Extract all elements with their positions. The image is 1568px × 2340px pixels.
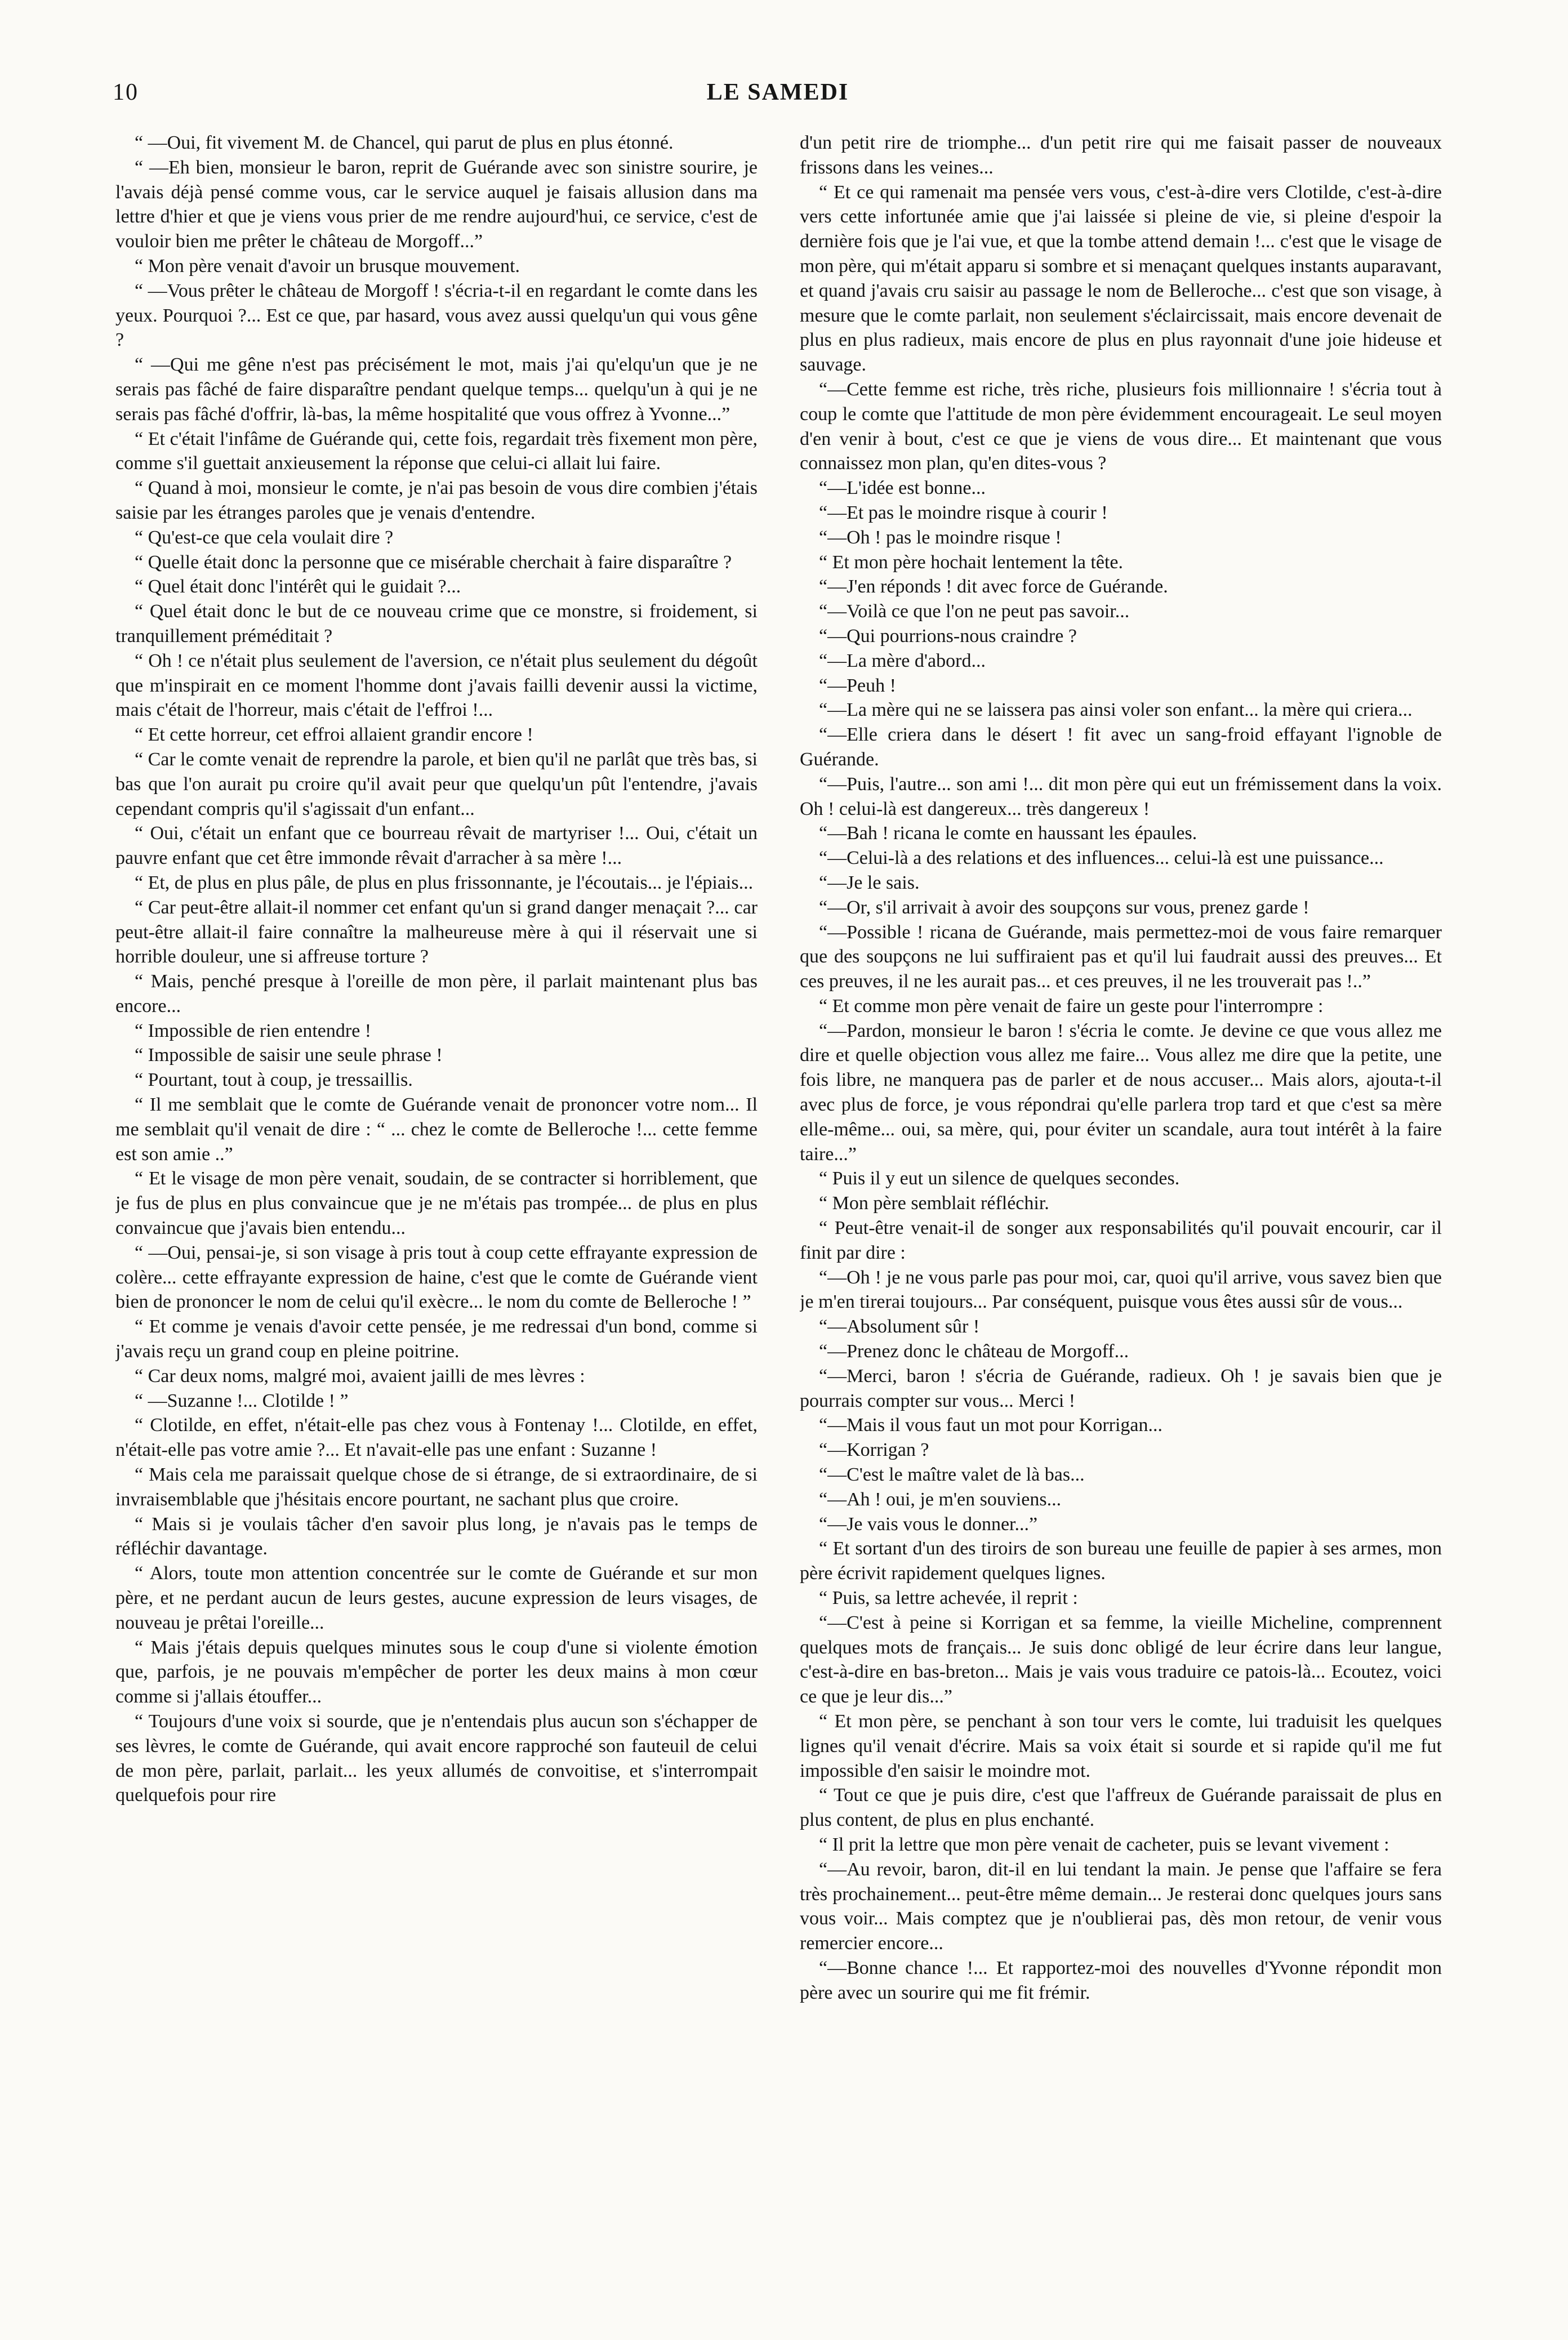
paragraph: “—Bah ! ricana le comte en haussant les épaules. xyxy=(819,823,1197,844)
paragraph: “ Mon père venait d'avoir un brusque mouvement. xyxy=(135,255,520,277)
paragraph: “—La mère d'abord... xyxy=(819,650,986,671)
paragraph: “ Et le visage de mon père venait, soudain, de se contracter si horriblement, que je fus de plus en plus convaincue que je ne m'étais pas trompée... de plus en plus convaincue que j'avais bien entendu... xyxy=(115,1168,758,1239)
paragraph: “ Oui, c'était un enfant que ce bourreau rêvait de martyriser !... Oui, c'était un pauvre enfant que cet être immonde rêvait d'arracher à sa mère !... xyxy=(115,823,758,869)
paragraph: “—C'est le maître valet de là bas... xyxy=(819,1464,1085,1486)
paragraph: “ Alors, toute mon attention concentrée sur le comte de Guérande et sur mon père, et ne perdant aucun de leurs gestes, aucune expression de leurs visages, de nouveau je prêtai l'oreille... xyxy=(115,1563,758,1633)
paragraph: “—La mère qui ne se laissera pas ainsi voler son enfant... la mère qui criera... xyxy=(819,699,1413,721)
paragraph: “ Qu'est-ce que cela voulait dire ? xyxy=(135,527,394,548)
paragraph: “—Elle criera dans le désert ! fit avec un sang-froid effayant l'ignoble de Guérande. xyxy=(800,724,1442,770)
paragraph: “ —Vous prêter le château de Morgoff ! s'écria-t-il en regardant le comte dans les yeux. Pourquoi ?... Est ce que, par hasard, vous avez aussi quelqu'un qui vous gêne ? xyxy=(115,280,758,351)
paragraph: “ Quel était donc l'intérêt qui le guidait ?... xyxy=(135,576,461,598)
paragraph: “ Impossible de rien entendre ! xyxy=(135,1020,372,1041)
paragraph: “ Et cette horreur, cet effroi allaient grandir encore ! xyxy=(135,724,533,746)
paragraph: “—Bonne chance !... Et rapportez-moi des nouvelles d'Yvonne répondit mon père avec un sourire qui me fit frémir. xyxy=(800,1957,1442,2003)
paragraph: “ Puis, sa lettre achevée, il reprit : xyxy=(819,1588,1078,1609)
paragraph: “—Pardon, monsieur le baron ! s'écria le comte. Je devine ce que vous allez me dire et quelle objection vous allez me faire... Vous allez me dire que la petite, une fois libre, ne manquera pas de parler et de nous accuser... Mais alors, ajouta-t-il avec plus de force, je vous répondrai qu'elle parlera trop tard et que c'est sa mère elle-même... oui, sa mère, qui, pour éviter un scandale, aura tout intérêt à la faire taire...” xyxy=(800,1020,1442,1165)
paragraph: “ Il prit la lettre que mon père venait de cacheter, puis se levant vivement : xyxy=(819,1834,1389,1855)
paragraph: “—Or, s'il arrivait à avoir des soupçons sur vous, prenez garde ! xyxy=(819,897,1309,918)
paragraph: “ Et c'était l'infâme de Guérande qui, cette fois, regardait très fixement mon père, comme s'il guettait anxieusement la réponse que celui-ci allait lui faire. xyxy=(115,428,758,474)
paragraph: “ Quel était donc le but de ce nouveau crime que ce monstre, si froidement, si tranquillement préméditait ? xyxy=(115,601,758,647)
text-column-left xyxy=(115,131,758,2271)
paragraph: “ Mais j'étais depuis quelques minutes sous le coup d'une si violente émotion que, parfois, je ne pouvais m'empêcher de porter les deux mains à mon cœur comme si j'allais étouffer... xyxy=(115,1637,758,1708)
paragraph: “ Et sortant d'un des tiroirs de son bureau une feuille de papier à ses armes, mon père écrivit rapidement quelques lignes. xyxy=(800,1538,1442,1584)
paragraph: “—Qui pourrions-nous craindre ? xyxy=(819,625,1077,647)
paragraph: “ Mon père semblait réfléchir. xyxy=(819,1193,1049,1214)
paragraph: “ —Suzanne !... Clotilde ! ” xyxy=(135,1390,349,1411)
paragraph: “ Car deux noms, malgré moi, avaient jailli de mes lèvres : xyxy=(135,1365,585,1387)
paragraph: “ Et mon père hochait lentement la tête. xyxy=(819,551,1123,573)
paragraph: “ Mais cela me paraissait quelque chose de si étrange, de si extraordinaire, de si invraisemblable que j'hésitais encore pourtant, ne sachant plus que croire. xyxy=(115,1464,758,1510)
paragraph: “—Absolument sûr ! xyxy=(819,1316,980,1338)
paragraph: “ Oh ! ce n'était plus seulement de l'aversion, ce n'était plus seulement du dégoût que m'inspirait en ce moment l'homme dont j'avais failli devenir aussi la victime, mais c'était de l'horreur, mais c'était de l'effroi !... xyxy=(115,650,758,721)
paragraph: “ Et comme je venais d'avoir cette pensée, je me redressai d'un bond, comme si j'avais reçu un grand coup en pleine poitrine. xyxy=(115,1316,758,1362)
paragraph: “ Pourtant, tout à coup, je tressaillis. xyxy=(135,1069,413,1091)
paragraph: “—L'idée est bonne... xyxy=(819,478,986,499)
paragraph: “ Mais, penché presque à l'oreille de mon père, il parlait maintenant plus bas encore... xyxy=(115,971,758,1017)
paragraph: “—Et pas le moindre risque à courir ! xyxy=(819,502,1108,523)
paragraph: “—Cette femme est riche, très riche, plusieurs fois millionnaire ! s'écria tout à coup le comte que l'attitude de mon père évidemment encourageait. Le seul moyen d'en venir à bout, c'est ce que je viens de vous dire... Et maintenant que vous connaissez mon plan, qu'en dites-vous ? xyxy=(800,378,1442,474)
paragraph: “ Et mon père, se penchant à son tour vers le comte, lui traduisit les quelques lignes qu'il venait d'écrire. Mais sa voix était si sourde et si rapide qu'il me fut impossible d'en saisir le moindre mot. xyxy=(800,1711,1442,1781)
paragraph: “—Je le sais. xyxy=(819,872,920,893)
paragraph: “—Voilà ce que l'on ne peut pas savoir... xyxy=(819,601,1130,622)
paragraph: “ —Eh bien, monsieur le baron, reprit de Guérande avec son sinistre sourire, je l'avais déjà pensé comme vous, car le service auquel je faisais allusion dans ma lettre d'hier et que je viens vous prier de me rendre aujourd'hui, ce service, c'est de vouloir bien me prêter le château de Morgoff...” xyxy=(115,157,758,252)
paragraph: “ Puis il y eut un silence de quelques secondes. xyxy=(819,1168,1180,1189)
paragraph: “—Mais il vous faut un mot pour Korrigan... xyxy=(819,1415,1163,1436)
paragraph: “ Car le comte venait de reprendre la parole, et bien qu'il ne parlât que très bas, si bas que l'on aurait pu croire qu'il avait peur que quelqu'un pût l'entendre, j'avais cependant compris qu'il s'agissait d'un enfant... xyxy=(115,748,758,819)
paragraph: “—Peuh ! xyxy=(819,675,896,696)
paragraph: “ Quand à moi, monsieur le comte, je n'ai pas besoin de vous dire combien j'étais saisie par les étranges paroles que je venais d'entendre. xyxy=(115,478,758,523)
paragraph: “—Puis, l'autre... son ami !... dit mon père qui eut un frémissement dans la voix. Oh ! celui-là est dangereux... très dangereux ! xyxy=(800,773,1442,819)
page-number: 10 xyxy=(113,79,139,105)
paragraph: “ Et comme mon père venait de faire un geste pour l'interrompre : xyxy=(819,995,1324,1017)
text-column-right xyxy=(800,131,1442,2271)
paragraph: “ —Oui, fit vivement M. de Chancel, qui parut de plus en plus étonné. xyxy=(135,132,674,153)
paragraph: “—Korrigan ? xyxy=(819,1439,929,1461)
paragraph: “—J'en réponds ! dit avec force de Guérande. xyxy=(819,576,1168,598)
paragraph: “ Et ce qui ramenait ma pensée vers vous, c'est-à-dire vers Clotilde, c'est-à-dire vers cette infortunée amie que j'ai laissée si pleine de vie, si pleine d'espoir la dernière fois que je l'ai vue, et que la tombe attend demain !... c'est que le visage de mon père, qui m'était apparu si sombre et si menaçant quelques instants auparavant, et quand j'avais cru saisir au passage le nom de Belleroche... c'est que son visage, à mesure que le comte parlait, non seulement s'éclaircissait, mais encore devenait de plus en plus radieux, mais encore de plus en plus rayonnait d'une joie hideuse et sauvage. xyxy=(800,181,1442,376)
paragraph: “—Possible ! ricana de Guérande, mais permettez-moi de vous faire remarquer que des soupçons ne lui suffiraient pas et qu'il lui faudrait aussi des preuves... Et ces preuves, il ne les aurait pas... et ces preuves, il ne les trouverait pas !..” xyxy=(800,921,1442,992)
paragraph: “—C'est à peine si Korrigan et sa femme, la vieille Micheline, comprennent quelques mots de français... Je suis donc obligé de leur écrire dans leur langue, c'est-à-dire en bas-breton... Mais je vais vous traduire ce patois-là... Ecoutez, voici ce que je leur dis...” xyxy=(800,1612,1442,1708)
paragraph: “—Celui-là a des relations et des influences... celui-là est une puissance... xyxy=(819,848,1384,869)
paragraph: “ Clotilde, en effet, n'était-elle pas chez vous à Fontenay !... Clotilde, en effet, n'était-elle pas votre amie ?... Et n'avait-elle pas une enfant : Suzanne ! xyxy=(115,1415,758,1461)
paragraph: “—Ah ! oui, je m'en souviens... xyxy=(819,1488,1062,1510)
paragraph: “ Et, de plus en plus pâle, de plus en plus frissonnante, je l'écoutais... je l'épiais... xyxy=(135,872,754,893)
paragraph: “ Toujours d'une voix si sourde, que je n'entendais plus aucun son s'échapper de ses lèvres, le comte de Guérande, qui avait encore rapproché son fauteuil de celui de mon père, parlait, parlait... les yeux allumés de convoitise, et s'interrompait quelquefois pour rire xyxy=(115,1711,758,1806)
running-title: LE SAMEDI xyxy=(706,79,849,105)
paragraph: “—Au revoir, baron, dit-il en lui tendant la main. Je pense que l'affaire se fera très prochainement... peut-être même demain... Je resterai donc quelques jours sans vous voir... Mais comptez que je n'oublierai pas, dès mon retour, de venir vous remercier encore... xyxy=(800,1858,1442,1954)
paragraph: “—Oh ! je ne vous parle pas pour moi, car, quoi qu'il arrive, vous savez bien que je m'en tirerai toujours... Par conséquent, puisque vous êtes aussi sûr de vous... xyxy=(800,1267,1442,1313)
paragraph: “ Peut-être venait-il de songer aux responsabilités qu'il pouvait encourir, car il finit par dire : xyxy=(800,1218,1442,1263)
paragraph: “ Il me semblait que le comte de Guérande venait de prononcer votre nom... Il me semblait qu'il venait de dire : “ ... chez le comte de Belleroche !... cette femme est son amie ..” xyxy=(115,1094,758,1165)
paragraph: “ —Oui, pensai-je, si son visage à pris tout à coup cette effrayante expression de colère... cette effrayante expression de haine, c'est que le comte de Guérande vient bien de prononcer le nom de celui qu'il exècre... le nom du comte de Belleroche ! ” xyxy=(115,1242,758,1313)
paragraph: “—Oh ! pas le moindre risque ! xyxy=(819,527,1062,548)
page-header xyxy=(113,79,1443,118)
paragraph: “—Prenez donc le château de Morgoff... xyxy=(819,1341,1129,1362)
paragraph: d'un petit rire de triomphe... d'un petit rire qui me faisait passer de nouveaux frissons dans les veines... xyxy=(800,132,1442,178)
paragraph: “ —Qui me gêne n'est pas précisément le mot, mais j'ai qu'elqu'un que je ne serais pas fâché de faire disparaître pendant quelque temps... quelqu'un à qui je ne serais pas fâché d'offrir, là-bas, la même hospitalité que vous offrez à Yvonne...” xyxy=(115,354,758,425)
paragraph: “ Car peut-être allait-il nommer cet enfant qu'un si grand danger menaçait ?... car peut-être allait-il faire connaître la malheureuse mère à qui il réservait une si horrible douleur, une si affreuse torture ? xyxy=(115,897,758,968)
paragraph: “ Quelle était donc la personne que ce misérable cherchait à faire disparaître ? xyxy=(135,551,732,573)
paragraph: “—Merci, baron ! s'écria de Guérande, radieux. Oh ! je savais bien que je pourrais compter sur vous... Merci ! xyxy=(800,1365,1442,1411)
paragraph: “—Je vais vous le donner...” xyxy=(819,1513,1038,1535)
paragraph: “ Impossible de saisir une seule phrase ! xyxy=(135,1045,443,1066)
paragraph: “ Mais si je voulais tâcher d'en savoir plus long, je n'avais pas le temps de réfléchir davantage. xyxy=(115,1513,758,1559)
paragraph: “ Tout ce que je puis dire, c'est que l'affreux de Guérande paraissait de plus en plus content, de plus en plus enchanté. xyxy=(800,1785,1442,1831)
